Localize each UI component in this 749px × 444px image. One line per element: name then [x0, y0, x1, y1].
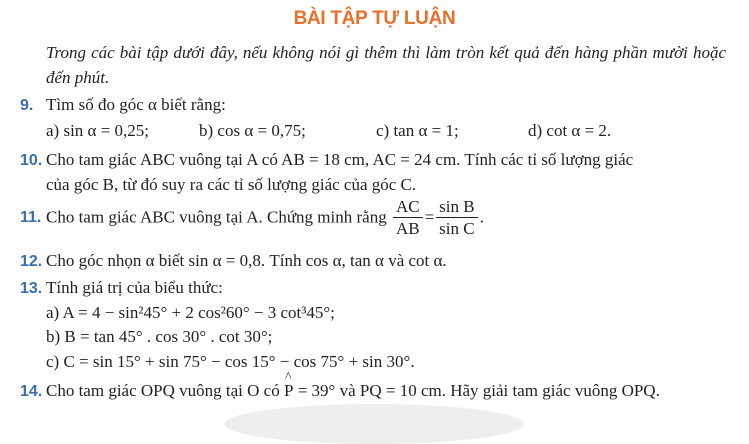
- exercise-text-end: = 39° và PQ = 10 cm. Hãy giải tam giác vuông OPQ.: [297, 381, 660, 400]
- exercise-number: 14.: [20, 383, 43, 400]
- option-b: b) cos α = 0,75;: [199, 121, 306, 140]
- exercise-text: Cho tam giác ABC vuông tại A có AB = 18 cm, AC = 24 cm. Tính các tỉ số lượng giác: [46, 150, 634, 169]
- item-a: a) A = 4 − sin²45° + 2 cos²60° − 3 cot³45°;: [46, 303, 335, 322]
- fraction-sinb-sinc: [436, 197, 477, 240]
- exercise-number: 13.: [20, 280, 43, 297]
- numerator: sin B: [436, 197, 477, 218]
- option-c: c) tan α = 1;: [376, 121, 459, 140]
- exercise-number: 11.: [20, 209, 42, 227]
- item-c: c) C = sin 15° + sin 75° − cos 15° − cos 75° + sin 30°.: [46, 352, 415, 371]
- exercise-number: 12.: [20, 253, 43, 270]
- exercise-10-continuation: của góc B, từ đó suy ra các tỉ số lượng giác của góc C.: [46, 175, 417, 194]
- equals-sign: =: [424, 207, 435, 227]
- exercise-text: Tính giá trị của biểu thức:: [46, 278, 223, 297]
- option-a: a) sin α = 0,25;: [46, 121, 150, 140]
- fraction-ac-ab: [393, 197, 423, 240]
- exercise-14: [20, 381, 660, 401]
- exercise-number: 10.: [20, 152, 43, 169]
- angle-p: ^ P: [284, 381, 293, 401]
- denominator: sin C: [439, 219, 475, 238]
- section-heading: BÀI TẬP TỰ LUẬN: [293, 8, 456, 29]
- exercise-12: [20, 251, 447, 271]
- intro-text: Trong các bài tập dưới đây, nếu không nói gì thêm thì làm tròn kết quả đến hàng phần mười hoặc đến phút.: [46, 43, 726, 87]
- exercise-10: [20, 150, 633, 170]
- exercise-number: 9.: [20, 97, 34, 114]
- option-d: d) cot α = 2.: [528, 121, 612, 140]
- decorative-arc: [224, 404, 524, 444]
- exercise-text: Cho tam giác ABC vuông tại A. Chứng minh rằng: [46, 207, 387, 227]
- exercise-text: Cho tam giác OPQ vuông tại O có: [46, 381, 280, 400]
- exercise-11: [20, 197, 484, 240]
- period: .: [479, 207, 484, 227]
- denominator: AB: [395, 219, 420, 238]
- exercise-text: Tìm số đo góc α biết rằng:: [46, 95, 226, 114]
- item-b: b) B = tan 45° . cos 30° . cot 30°;: [46, 327, 273, 346]
- exercise-text: Cho góc nhọn α biết sin α = 0,8. Tính cos α, tan α và cot α.: [46, 251, 447, 270]
- exercise-9: [20, 95, 226, 115]
- exercise-13: [20, 278, 223, 298]
- numerator: AC: [393, 197, 423, 218]
